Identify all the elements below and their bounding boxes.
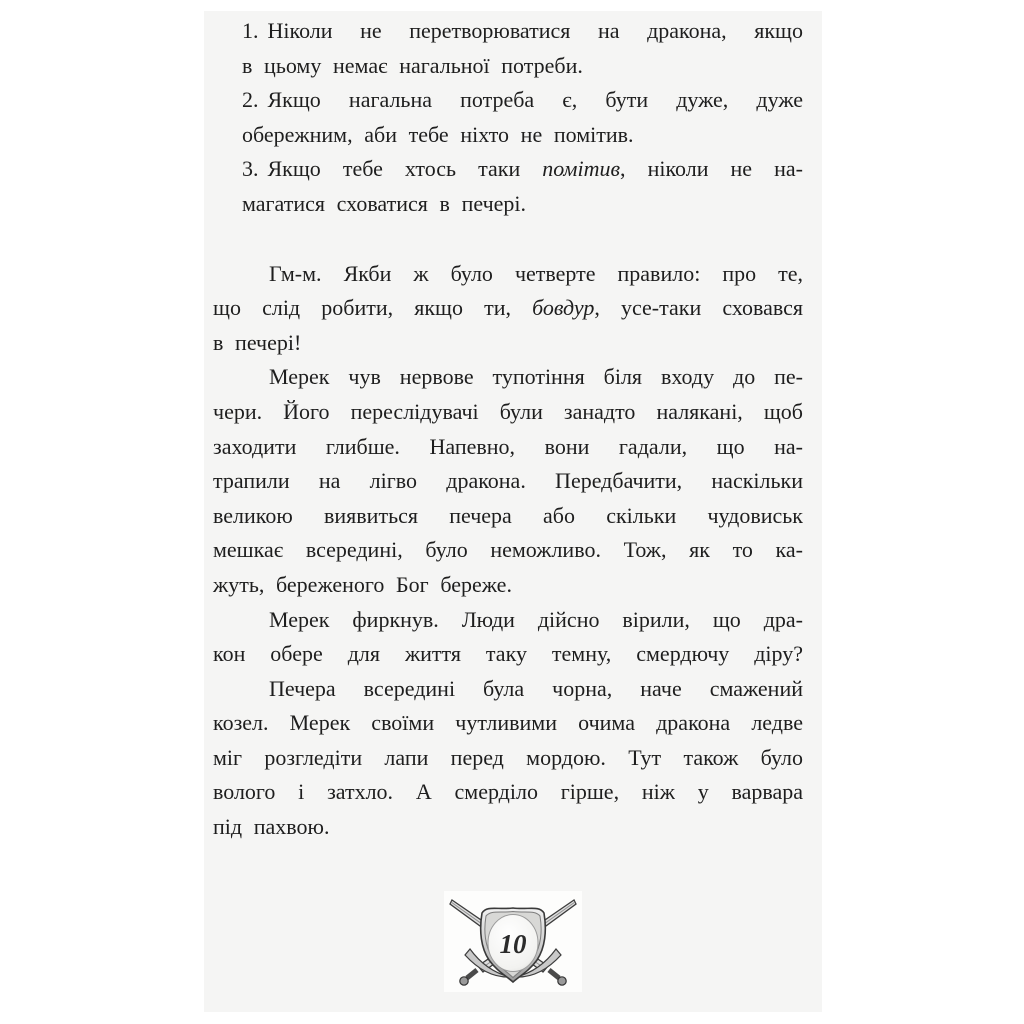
text-segment: козел. Мерек своїми чутливими очима дракона ледве — [213, 710, 803, 736]
text-segment: волого і затхло. А смерділо гірше, ніж у варвара — [213, 779, 803, 805]
text-segment: мешкає всередині, було неможливо. Тож, як то ка- — [213, 537, 803, 563]
text-line — [213, 326, 803, 361]
text-segment: жуть, береженого Бог береже. — [213, 571, 512, 597]
paragraph — [213, 360, 803, 602]
text-line — [213, 741, 803, 776]
page-number-emblem — [444, 891, 582, 992]
text-segment: Печера всередині була чорна, наче смажений — [269, 675, 803, 701]
text-segment: , усе-таки сховався — [594, 295, 803, 321]
rule-number: 2. — [242, 87, 259, 113]
paragraph — [213, 672, 803, 845]
text-segment: міг розгледіти лапи перед мордою. Тут також було — [213, 744, 803, 770]
text-segment: Гм-м. Якби ж було четверте правило: про те, — [269, 260, 803, 286]
text-segment: магатися сховатися в печері. — [242, 190, 527, 216]
page-number: 10 — [499, 929, 527, 959]
text-segment: Якщо нагальна потреба є, бути дуже, дуже — [267, 87, 803, 113]
text-segment: , ніколи не на- — [620, 156, 803, 182]
text-segment: великою виявиться печера або скільки чудовиськ — [213, 502, 803, 528]
text-line — [213, 810, 803, 845]
page-text-area — [204, 11, 822, 845]
text-line — [213, 291, 803, 326]
text-segment: кон обере для життя таку темну, смердючу діру? — [213, 641, 803, 667]
text-segment: Мерек чув нервове тупотіння біля входу до пе- — [269, 364, 803, 390]
text-segment: обережним, аби тебе ніхто не помітив. — [242, 121, 634, 147]
book-page — [204, 11, 822, 1012]
paragraph — [213, 257, 803, 361]
italic-text: бовдур — [532, 295, 595, 321]
text-line — [213, 360, 803, 395]
text-line — [213, 395, 803, 430]
text-line — [213, 637, 803, 672]
rule-number: 3. — [242, 156, 259, 182]
text-line — [242, 14, 803, 49]
text-segment: Якщо тебе хтось таки — [267, 156, 543, 182]
text-segment: в печері! — [213, 329, 302, 355]
text-segment: Ніколи не перетворюватися на дракона, якщо — [267, 18, 803, 43]
rule-list-item — [213, 83, 803, 152]
shield-crossed-swords-icon — [444, 891, 582, 992]
text-line — [213, 568, 803, 603]
text-line — [242, 118, 803, 153]
text-line — [213, 430, 803, 465]
text-line — [242, 49, 803, 84]
text-line — [242, 83, 803, 118]
text-segment: в цьому немає нагальної потреби. — [242, 52, 583, 78]
text-line — [213, 533, 803, 568]
rule-number: 1. — [242, 18, 259, 43]
rule-list-item — [213, 152, 803, 221]
text-line — [213, 499, 803, 534]
text-segment: заходити глибше. Напевно, вони гадали, що на- — [213, 433, 803, 459]
text-line — [213, 672, 803, 707]
text-segment: чери. Його переслідувачі були занадто налякані, щоб — [213, 398, 803, 424]
italic-text: помітив — [542, 156, 621, 182]
rule-list-item — [213, 14, 803, 83]
text-line — [213, 706, 803, 741]
text-line — [213, 603, 803, 638]
text-line — [213, 257, 803, 292]
text-line — [213, 775, 803, 810]
text-segment: що слід робити, якщо ти, — [213, 295, 533, 321]
body-paragraphs — [213, 257, 803, 845]
text-line — [242, 187, 803, 222]
text-segment: трапили на лігво дракона. Передбачити, наскільки — [213, 468, 803, 494]
paragraph — [213, 603, 803, 672]
rules-list — [213, 14, 803, 222]
text-segment: під пахвою. — [213, 814, 330, 840]
text-line — [213, 464, 803, 499]
text-segment: Мерек фиркнув. Люди дійсно вірили, що дра- — [269, 606, 803, 632]
text-line — [242, 152, 803, 187]
